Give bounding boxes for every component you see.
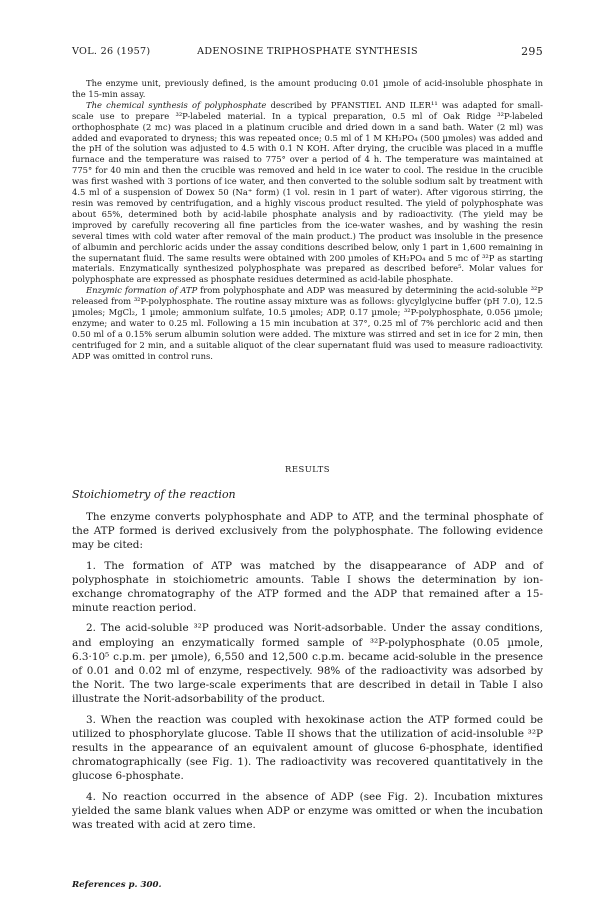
- paragraph-body: from polyphosphate and ADP was measured by determining the acid-soluble ³²P released from ³²P-polyphosphate. The routine assay mixture was as follows: glycylglycine buffer (pH 7.0), 12.5 µmoles; MgCl₂, 1 µmole; ammonium sulfate, 10.5 µmoles; ADP, 0.17 µmole; ³²P-polyphosphate, 0.056 µmole; enzyme; and water to 0.25 ml. Following a 15 min incubation at 37°, 0.25 ml of 7% perchloric acid and then 0.50 ml of a 0.15% serum albumin solution were added. The mixture was stirred and set in ice for 2 min, then centrifuged for 2 min, and a suitable aliquot of the clear supernatant fluid was used to measure radioactivity. ADP was omitted in control runs.: [72, 285, 543, 361]
- evidence-item-2: 2. The acid-soluble ³²P produced was Norit-adsorbable. Under the assay conditions, and employing an enzymatically formed sample of ³²P-polyphosphate (0.05 µmole, 6.3·10⁵ c.p.m. per µmole), 6,550 and 12,500 c.p.m. became acid-soluble in the presence of 0.01 and 0.02 ml of enzyme, respectively. 98% of the radioactivity was adsorbed by the Norit. The two large-scale experiments that are described in detail in Table I also illustrate the Norit-adsorbability of the product.: [72, 622, 543, 706]
- enzyme-unit-paragraph: The enzyme unit, previously defined, is the amount producing 0.01 µmole of acid-insoluble phosphate in the 15-min assay.: [72, 78, 543, 99]
- running-title: ADENOSINE TRIPHOSPHATE SYNTHESIS: [197, 46, 418, 57]
- results-intro-paragraph: The enzyme converts polyphosphate and ADP to ATP, and the terminal phosphate of the ATP formed is derived exclusively from the polyphosphate. The following evidence may be cited:: [72, 511, 543, 552]
- running-header: [72, 46, 543, 62]
- evidence-item-3: 3. When the reaction was coupled with hexokinase action the ATP formed could be utilized to phosphorylate glucose. Table II shows that the utilization of acid-insoluble ³²P results in the appearance of an equivalent amount of glucose 6-phosphate, identified chromatographically (see Fig. 1). The radioactivity was recovered quantitatively in the glucose 6-phosphate.: [72, 713, 543, 783]
- atp-formation-paragraph: [72, 285, 543, 361]
- section-heading-results: RESULTS: [285, 464, 330, 474]
- page-number: 295: [521, 45, 543, 58]
- references-note: References p. 300.: [72, 880, 162, 890]
- results-body: [72, 510, 543, 838]
- paragraph-run-in-title: Enzymic formation of ATP: [86, 285, 198, 296]
- paragraph-body: described by PFANSTIEL AND ILER¹¹ was adapted for small-scale use to prepare ³²P-labeled material. In a typical preparation, 0.5 ml of Oak Ridge ³²P-labeled orthophosphate (2 mc) was placed in a platinum crucible and dried down in a sand bath. Water (2 ml) was added and evaporated to dryness; this was repeated once; 0.5 ml of 1 M KH₂PO₄ (500 µmoles) was added and the pH of the solution was adjusted to 4.5 with 0.1 N KOH. After drying, the crucible was placed in a muffle furnace and the temperature was raised to 775° over a period of 4 h. The temperature was maintained at 775° for 40 min and then the crucible was removed and held in ice water to cool. The residue in the crucible was first washed with 3 portions of ice water, and then converted to the soluble sodium salt by treatment with 4.5 ml of a suspension of Dowex 50 (Na⁺ form) (1 vol. resin in 1 part of water). After vigorous stirring, the resin was removed by centrifugation, and a highly viscous product resulted. The yield of polyphosphate was about 65%, determined both by acid-labile phosphate analysis and by radioactivity. (The yield may be improved by carefully recovering all fine particles from the ice-water washes, and by washing the resin several times with cold water after removal of the main product.) The product was insoluble in the presence of albumin and perchloric acids under the assay conditions described below, only 1 part in 1,600 remaining in the supernatant fluid. The same results were obtained with 200 µmoles of KH₂PO₄ and 5 mc of ³²P as starting materials. Enzymatically synthesized polyphosphate was prepared as described before⁵. Molar values for polyphosphate are expressed as phosphate residues determined as acid-labile phosphate.: [72, 99, 543, 285]
- paragraph-run-in-title: The chemical synthesis of polyphosphate: [86, 99, 267, 110]
- polyphosphate-synthesis-paragraph: [72, 100, 543, 285]
- evidence-item-4: 4. No reaction occurred in the absence of ADP (see Fig. 2). Incubation mixtures yielded the same blank values when ADP or enzyme was omitted or when the incubation was treated with acid at zero time.: [72, 790, 543, 832]
- methods-section: [72, 78, 543, 362]
- subsection-heading: Stoichiometry of the reaction: [72, 488, 236, 501]
- volume-info: VOL. 26 (1957): [72, 46, 151, 57]
- evidence-item-1: 1. The formation of ATP was matched by the disappearance of ADP and of polyphosphate in stoichiometric amounts. Table I shows the determination by ion-exchange chromatography of the ATP formed and the ADP that remained after a 15-minute reaction period.: [72, 559, 543, 615]
